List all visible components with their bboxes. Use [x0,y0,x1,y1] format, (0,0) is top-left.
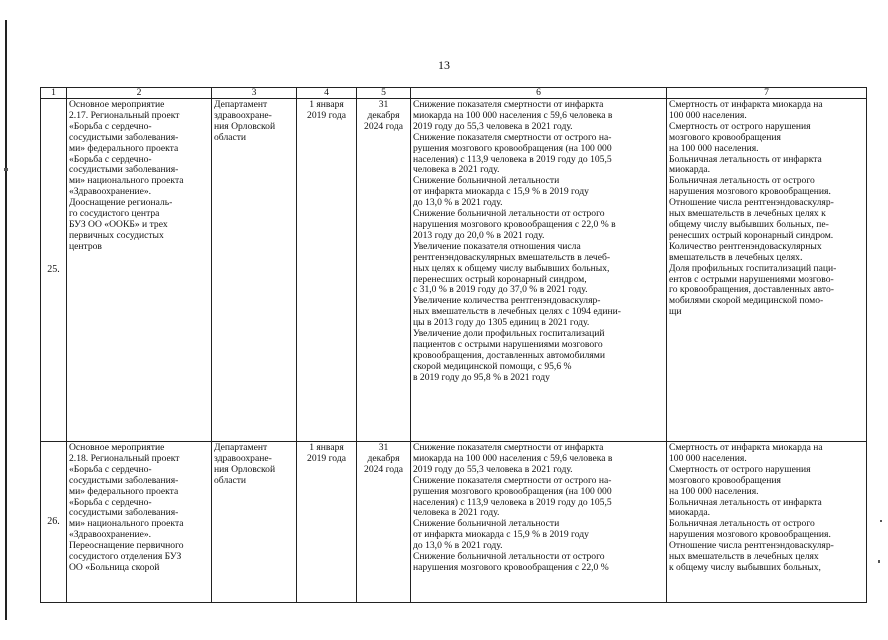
text-line: миокарда на 100 000 населения с 59,6 человека в [413,109,613,121]
text-line: цы в 2013 году до 1305 единиц в 2021 году. [413,317,590,329]
text-line: рентгенэндоваскулярных вмешательств в лечеб- [413,251,611,263]
text-line: «Здравоохранение». [69,186,152,198]
text-line: миокарда. [669,507,710,519]
text-line: ОО «Больница скорой [69,561,160,573]
text-line: Смертность от инфаркта миокарда на [669,442,823,453]
text-line: сосудистыми заболевания- [69,164,179,176]
text-line: до 13,0 % в 2021 году. [413,540,503,552]
text-line: 2013 году до 20,0 % в 2021 году. [413,229,545,241]
text-line: 31 [378,442,389,453]
text-line: декабря [367,109,400,121]
text-line: на 100 000 населения. [669,485,759,497]
text-line: населения) с 113,9 человека в 2019 году до 105,5 [413,153,612,165]
text-line: Переоснащение первичного [69,540,184,552]
text-line: миокарда. [669,164,710,176]
row-number: 26. [41,442,67,603]
text-line: перенесших острый коронарный синдром, [413,273,587,285]
text-line: рушения мозгового кровообращения (на 100 000 [413,142,612,154]
text-line: на 100 000 населения. [669,142,759,154]
text-line: 2024 года [364,120,403,132]
text-line: ния Орловской [214,463,276,475]
text-line: области [214,131,247,143]
text-line: 100 000 населения. [669,452,747,464]
row-number: 25. [41,99,67,442]
column-header: 2 [67,88,212,99]
table-row [41,442,867,603]
text-line: Больничная летальность от инфаркта [669,496,822,508]
text-line: ных вмешательств в лечебных целях к [669,208,826,220]
text-line: Отношение числа рентгенэндоваскуляр- [669,197,834,209]
scan-speck [880,520,882,522]
text-line: сосудистыми заболевания- [69,131,179,143]
end-date-cell [357,442,411,603]
text-line: го кровообращения, доставленных авто- [669,284,834,296]
text-line: Основное мероприятие [69,442,165,453]
text-line: вмешательств в лечебных целях. [669,251,803,263]
text-line: Смертность от острого нарушения [669,463,811,475]
text-line: к общему числу выбывших больных, [669,561,821,573]
text-line: миокарда на 100 000 населения с 59,6 человека в [413,452,613,464]
text-line: Департамент [214,99,268,110]
text-line: Смертность от инфаркта миокарда на [669,99,823,110]
text-line: Количество рентгенэндоваскулярных [669,240,822,252]
text-line: Снижение показателя смертности от инфаркта [413,442,604,453]
end-date-cell [357,99,411,442]
text-line: ренесших острый коронарный синдром. [669,229,834,241]
text-line: ми» национального проекта [69,518,184,530]
event-name-cell [67,442,212,603]
text-line: первичных сосудистых [69,229,164,241]
text-line: нарушения мозгового кровообращения. [669,186,831,198]
text-line: Снижение больничной летальности от острого [413,551,605,563]
text-line: рушения мозгового кровообращения (на 100 000 [413,485,612,497]
text-line: Снижение больничной летальности [413,518,560,530]
indicators-cell [667,442,867,603]
text-line: здравоохране- [214,452,272,464]
text-line: Основное мероприятие [69,99,165,110]
expected-results-cell [411,442,667,603]
text-line: от инфаркта миокарда с 15,9 % в 2019 году [413,529,589,541]
text-line: 2019 года [307,109,346,121]
text-line: населения) с 113,9 человека в 2019 году до 105,5 [413,496,612,508]
start-date-cell [297,99,357,442]
executor-cell [212,442,297,603]
text-line: Снижение показателя смертности от острого на- [413,474,612,486]
text-line: человека в 2021 году. [413,507,500,519]
text-line: Снижение показателя смертности от инфаркта [413,99,604,110]
text-line: мобилями скорой медицинской помо- [669,295,824,307]
column-header: 3 [212,88,297,99]
text-line: ния Орловской [214,120,276,132]
text-line: Снижение больничной летальности [413,175,560,187]
text-line: 1 января [309,442,344,453]
text-line: 2019 году до 55,3 человека в 2021 году. [413,463,573,475]
text-line: 100 000 населения. [669,109,747,121]
text-line: с 31,0 % в 2019 году до 37,0 % в 2021 году. [413,284,588,296]
text-line: ми» федерального проекта [69,142,179,154]
text-line: Снижение больничной летальности от острого [413,208,605,220]
event-name-cell [67,99,212,442]
text-line: 2.18. Региональный проект [69,452,180,464]
scan-speck [4,168,8,171]
text-line: ми» федерального проекта [69,485,179,497]
text-line: «Здравоохранение». [69,529,152,541]
column-header: 6 [411,88,667,99]
text-line: декабря [367,452,400,464]
text-line: Отношение числа рентгенэндоваскуляр- [669,540,834,552]
table-header-row [41,88,867,99]
text-line: здравоохране- [214,109,272,121]
text-line: мозгового кровообращения [669,474,781,486]
column-header: 4 [297,88,357,99]
executor-cell [212,99,297,442]
scan-speck [878,560,880,563]
text-line: «Борьба с сердечно- [69,496,152,508]
text-line: нарушения мозгового кровообращения с 22,0 % в [413,218,616,230]
text-line: сосудистыми заболевания- [69,507,179,519]
text-line: 2019 года [307,452,346,464]
text-line: «Борьба с сердечно- [69,463,152,475]
text-line: 1 января [309,99,344,110]
text-line: Дооснащение региональ- [69,197,173,209]
text-line: центров [69,240,102,252]
text-line: 31 [378,99,389,110]
text-line: ми» национального проекта [69,175,184,187]
text-line: мозгового кровообращения [669,131,781,143]
text-line: Больничная летальность от инфаркта [669,153,822,165]
column-header: 7 [667,88,867,99]
text-line: ных вмешательств в лечебных целях с 1094 едини- [413,306,621,318]
text-line: общему числу выбывших больных, пе- [669,218,829,230]
text-line: Увеличение количества рентгенэндоваскуляр- [413,295,601,307]
text-line: нарушения мозгового кровообращения. [669,529,831,541]
text-line: щи [669,306,682,318]
text-line: области [214,474,247,486]
text-line: Увеличение показателя отношения числа [413,240,581,252]
text-line: ных вмешательств в лечебных целях [669,551,819,563]
text-line: пациентов с острыми нарушениями мозгового [413,338,603,350]
text-line: Увеличение доли профильных госпитализаций [413,328,605,340]
text-line: Снижение показателя смертности от острого на- [413,131,612,143]
text-line: Больничная летальность от острого [669,518,815,530]
text-line: кровообращения, доставленных автомобилями [413,349,605,361]
text-line: в 2019 году до 95,8 % в 2021 году [413,371,550,383]
text-line: 2.17. Региональный проект [69,109,180,121]
text-line: го сосудистого центра [69,208,160,220]
column-header: 1 [41,88,67,99]
text-line: ных целях к общему числу выбывших больных, [413,262,610,274]
text-line: сосудистыми заболевания- [69,474,179,486]
page-margin-line [5,20,7,620]
text-line: Больничная летальность от острого [669,175,815,187]
page-number: 13 [438,58,450,72]
text-line: 2024 года [364,463,403,475]
events-table [40,87,867,603]
indicators-cell [667,99,867,442]
text-line: человека в 2021 году. [413,164,500,176]
text-line: Доля профильных госпитализаций паци- [669,262,837,274]
text-line: сосудистого отделения БУЗ [69,551,182,563]
text-line: нарушения мозгового кровообращения с 22,0 % [413,561,609,573]
text-line: 2019 году до 55,3 человека в 2021 году. [413,120,573,132]
column-header: 5 [357,88,411,99]
text-line: «Борьба с сердечно- [69,120,152,132]
text-line: ентов с острыми нарушениями мозгово- [669,273,834,285]
text-line: от инфаркта миокарда с 15,9 % в 2019 году [413,186,589,198]
expected-results-cell [411,99,667,442]
text-line: БУЗ ОО «ООКБ» и трех [69,218,168,230]
text-line: Департамент [214,442,268,453]
start-date-cell [297,442,357,603]
text-line: Смертность от острого нарушения [669,120,811,132]
text-line: скорой медицинской помощи, с 95,6 % [413,360,572,372]
text-line: до 13,0 % в 2021 году. [413,197,503,209]
text-line: «Борьба с сердечно- [69,153,152,165]
table-row [41,99,867,442]
